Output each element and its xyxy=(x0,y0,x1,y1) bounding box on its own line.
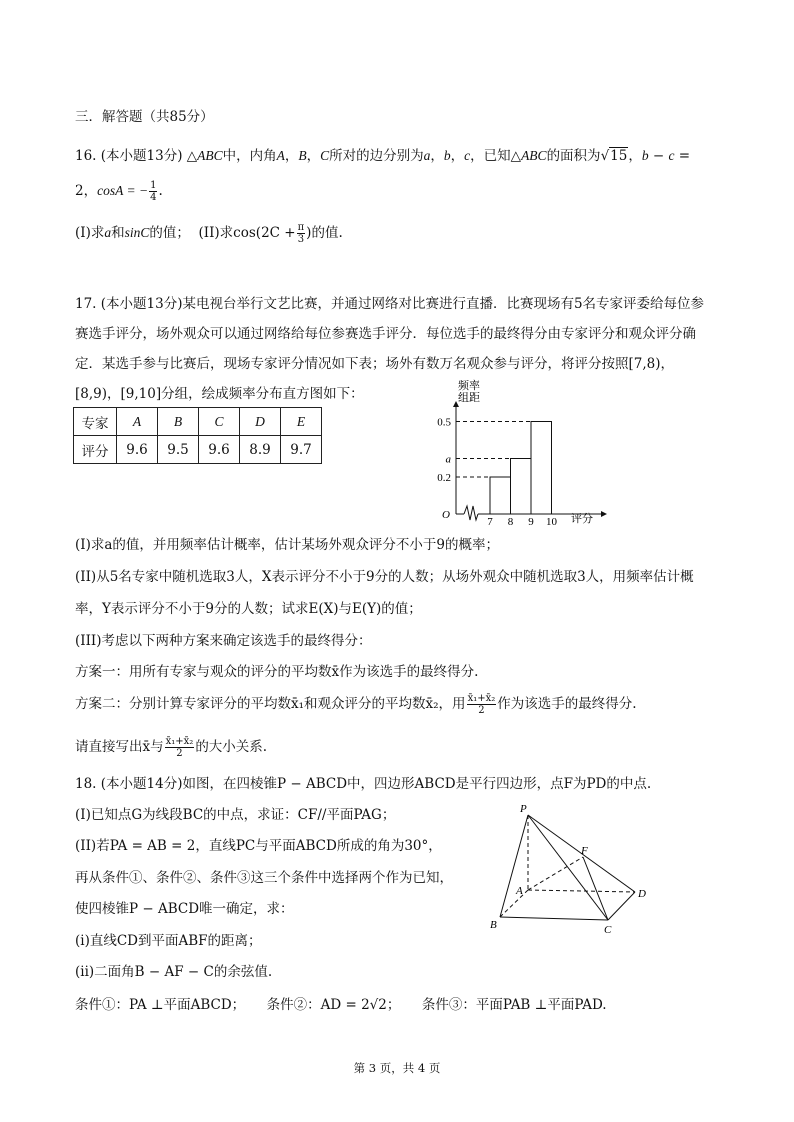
page-footer: 第 3 页，共 4 页 xyxy=(353,1061,441,1075)
q18-line1: 18. (本小题14分)如图，在四棱锥P − ABCD中，四边形ABCD是平行四边形，点F为PD的中点. xyxy=(75,776,652,792)
table-cell: 专家 xyxy=(74,408,117,436)
q17-line2: 赛选手评分，场外观众可以通过网络给每位参赛选手评分．每位选手的最终得分由专家评分和观众评分确 xyxy=(75,326,696,342)
y-label-bottom: 组距 xyxy=(458,392,480,404)
q17-line3: 定．某选手参与比赛后，现场专家评分情况如下表；场外有数万名观众参与评分，将评分按照[7,8)， xyxy=(75,356,675,372)
q17-line4: [8,9)，[9,10]分组，绘成频率分布直方图如下： xyxy=(75,386,364,402)
q16-mid: 中，内角 xyxy=(222,148,277,164)
q17-plan2: 方案二：分别计算专家评分的平均数x̄₁和观众评分的平均数x̄₂，用 $\frac{\text{x̄₁+x̄₂}}{2}$ 作为该选手的最终得分. xyxy=(75,693,637,716)
y-tick-label: 0.5 xyxy=(437,416,451,429)
q17-part2b: 率，Y表示评分不小于9分的人数；试求E(X)与E(Y)的值； xyxy=(75,601,422,617)
y-tick-label: a xyxy=(445,453,451,466)
table-row xyxy=(74,436,322,464)
table-cell: A xyxy=(117,408,158,436)
vertex-label-b: B xyxy=(490,919,497,931)
table-header-row xyxy=(74,408,322,436)
table-cell: D xyxy=(240,408,281,436)
x-axis-label: 评分 xyxy=(571,513,593,525)
q17-part3: (III)考虑以下两种方案来确定该选手的最终得分： xyxy=(75,633,372,649)
table-cell: 9.7 xyxy=(281,436,322,464)
table-cell: 9.6 xyxy=(199,436,240,464)
table-cell: 评分 xyxy=(74,436,117,464)
x-tick-label: 10 xyxy=(546,516,557,528)
q16-prefix: 16. (本小题13分) △ xyxy=(75,148,198,164)
q17-line1: 17. (本小题13分)某电视台举行文艺比赛，并通过网络对比赛进行直播．比赛现场有5名专家评委给每位参 xyxy=(75,296,705,312)
table-cell: C xyxy=(199,408,240,436)
histogram-bar xyxy=(511,459,532,515)
vertex-label-f: F xyxy=(581,845,588,857)
condition-3: 条件③：平面PAB ⊥平面PAD. xyxy=(421,997,607,1013)
vertex-label-d: D xyxy=(638,888,646,900)
table-cell: 9.6 xyxy=(117,436,158,464)
q16-parts: (I)求a和sinC的值； (II)求cos(2C + $\frac{\pi}{3}$ )的值. xyxy=(75,222,343,245)
q17-ask: 请直接写出x̄与 $\frac{\text{x̄₁+x̄₂}}{2}$ 的大小关系. xyxy=(75,736,268,759)
axis-break xyxy=(464,506,478,520)
q16-tail2: ，已知△ xyxy=(470,148,522,164)
q18-line5: 使四棱锥P − ABCD唯一确定，求： xyxy=(75,901,294,917)
q18-line2: (I)已知点G为线段BC的中点，求证：CF//平面PAG； xyxy=(75,807,396,823)
section-title: 三．解答题（共85分） xyxy=(75,109,214,125)
vertex-label-c: C xyxy=(604,924,612,936)
vertex-label-p: P xyxy=(520,803,527,815)
q16-tail: 所对的边分别为 xyxy=(329,148,424,164)
pyramid-figure xyxy=(480,800,650,940)
q16-line2: 2，cosA = − $\frac{1}{4}$ . xyxy=(75,180,163,203)
q18-line4: 再从条件①、条件②、条件③这三个条件中选择两个作为已知， xyxy=(75,870,453,886)
frequency-histogram xyxy=(420,378,620,528)
q16-cos: cosA = − xyxy=(97,183,149,198)
q17-part1: (I)求a的值，并用频率估计概率，估计某场外观众评分不小于9的概率； xyxy=(75,537,500,553)
q16-sqrt: 15 xyxy=(610,148,628,164)
q16-tail3: 的面积为 xyxy=(546,148,601,164)
q18-line3: (II)若PA = AB = 2，直线PC与平面ABCD所成的角为30°， xyxy=(75,838,442,854)
x-tick-label: 7 xyxy=(487,516,493,528)
table-cell: 8.9 xyxy=(240,436,281,464)
q17-part2a: (II)从5名专家中随机选取3人，X表示评分不小于9分的人数；从场外观众中随机选取3人，用频率估计概 xyxy=(75,569,694,585)
q18-line6: (i)直线CD到平面ABF的距离； xyxy=(75,933,262,949)
q17-plan1: 方案一：用所有专家与观众的评分的平均数x̄作为该选手的最终得分. xyxy=(75,664,479,680)
table-cell: B xyxy=(158,408,199,436)
x-tick-label: 8 xyxy=(507,516,514,528)
condition-1: 条件①：PA ⊥平面ABCD； xyxy=(75,997,246,1013)
y-label-top: 频率 xyxy=(458,380,480,392)
q16-line2-pre: 2， xyxy=(75,183,98,199)
vertex-label-a: A xyxy=(516,885,523,897)
q16-frac: $\frac{1}{4}$ xyxy=(150,180,157,203)
q18-conditions xyxy=(75,996,607,1014)
q18-line7: (ii)二面角B − AF − C的余弦值. xyxy=(75,964,273,980)
x-tick-label: 9 xyxy=(528,516,534,528)
histogram-bar xyxy=(490,477,511,514)
condition-2: 条件②：AD = 2√2； xyxy=(266,997,401,1013)
expert-score-table xyxy=(73,407,322,464)
table-cell: 9.5 xyxy=(158,436,199,464)
q16-part2: (II)求cos(2C + xyxy=(198,225,296,241)
histogram-bar xyxy=(531,422,552,515)
y-tick-label: 0.2 xyxy=(437,472,451,484)
origin-label: O xyxy=(442,509,450,521)
q16-line1: 16. (本小题13分) △ABC中，内角A，B，C所对的边分别为a，b，c，已知△ABC的面积为√15，b − c = xyxy=(75,148,691,164)
table-cell: E xyxy=(281,408,322,436)
